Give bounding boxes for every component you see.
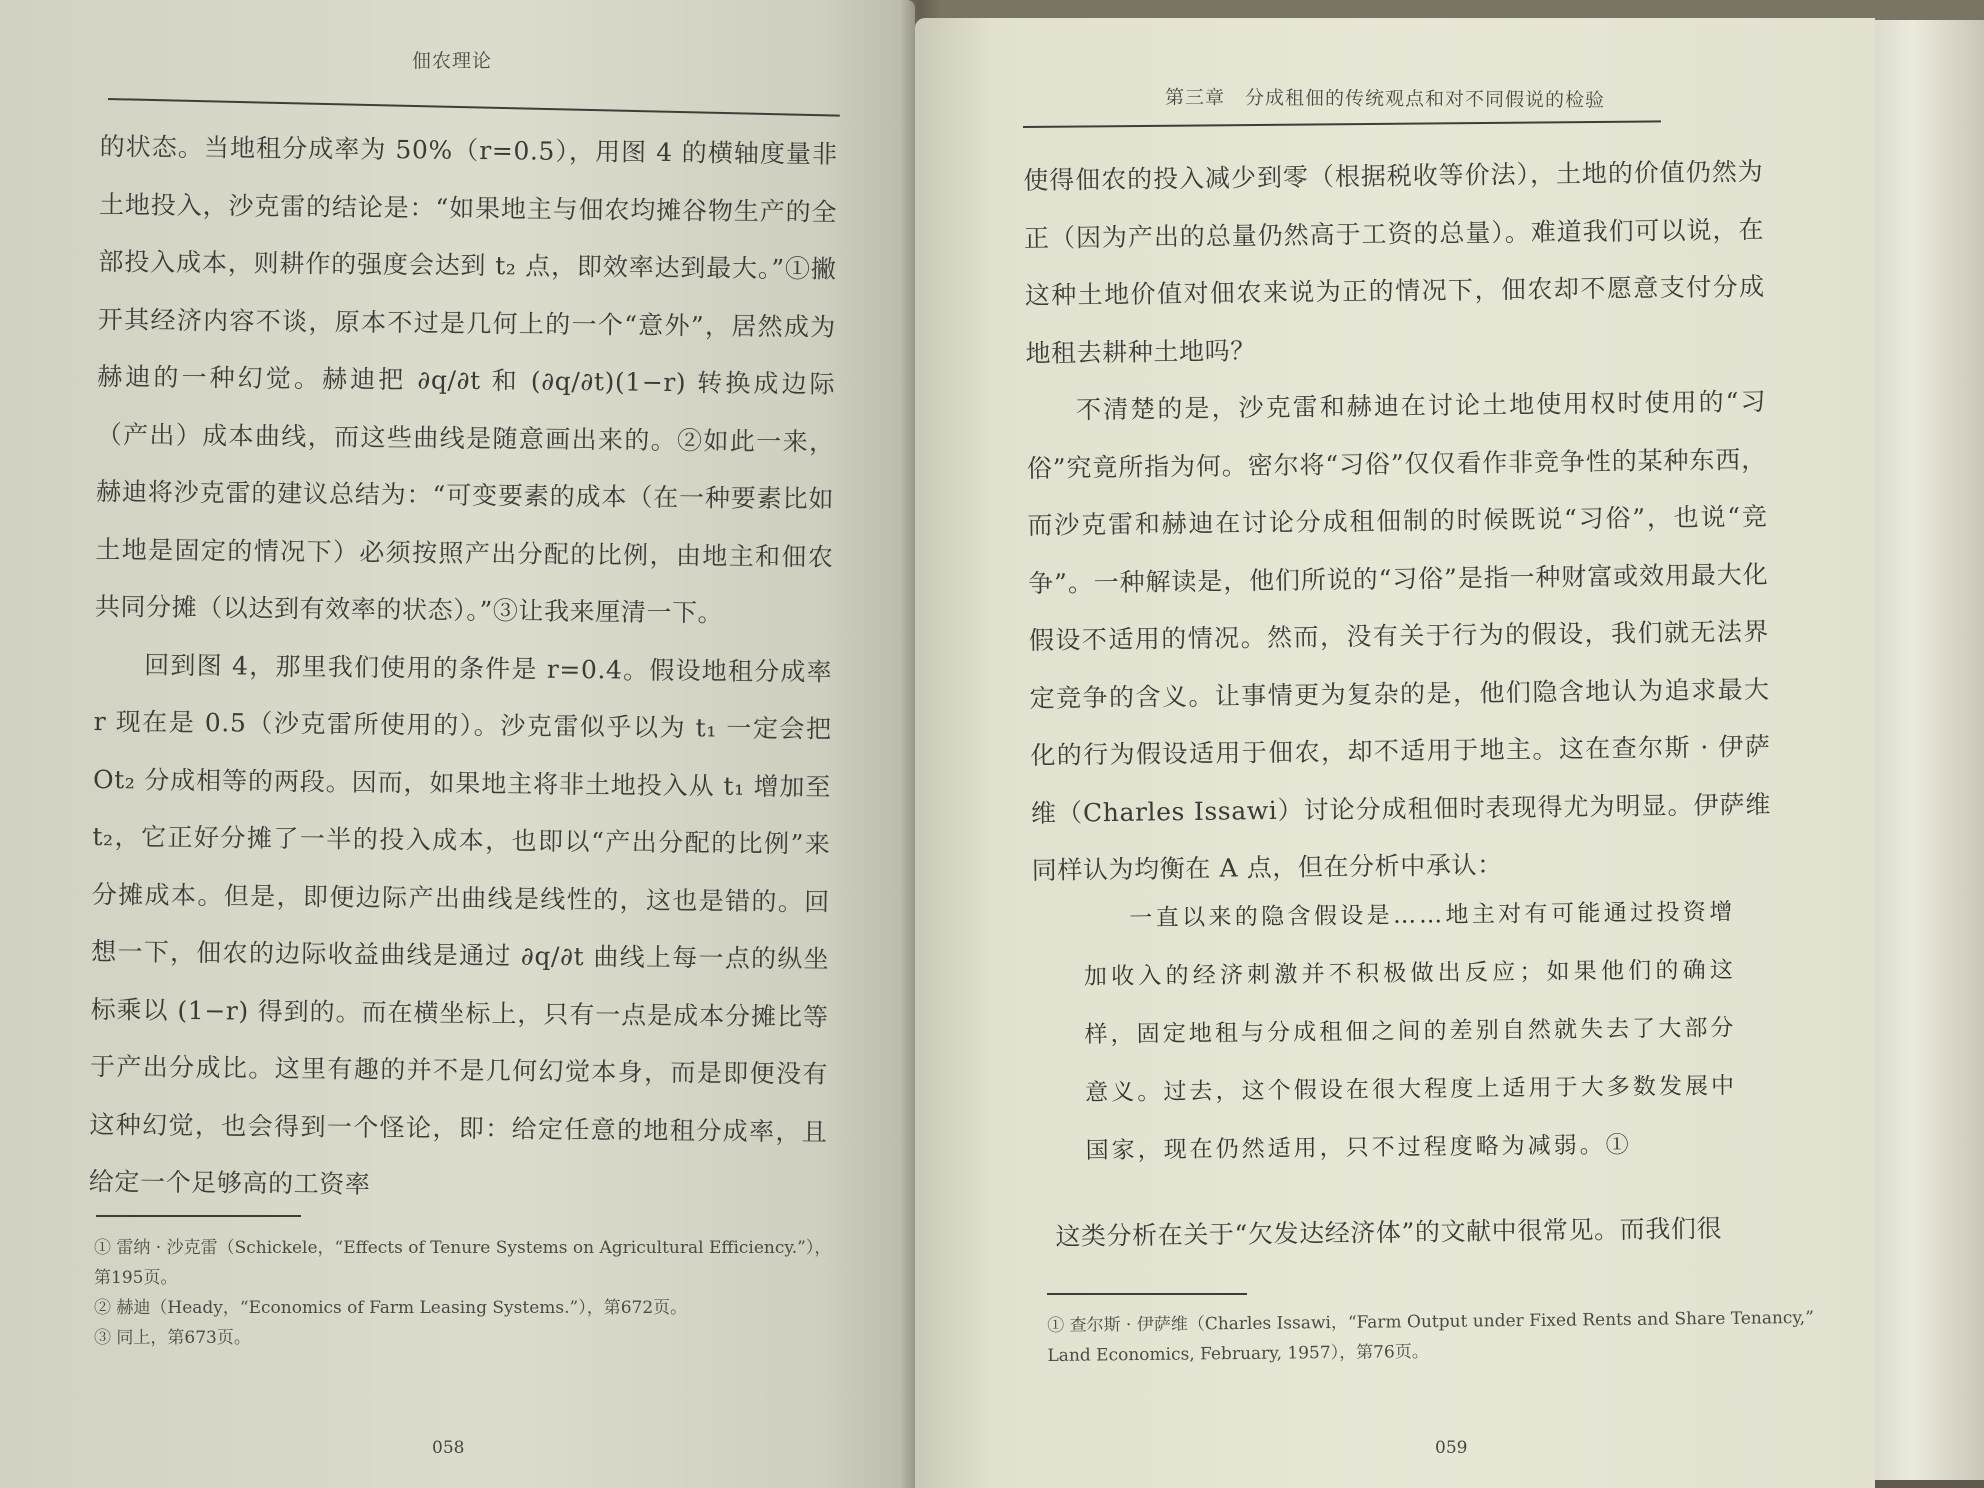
footnote: ③ 同上，第673页。: [94, 1328, 251, 1348]
paragraph: 使得佃农的投入减少到零（根据税收等价法），土地的价值仍然为正（因为产出的总量仍然高于工资的总量）。难道我们可以说，在这种土地价值对佃农来说为正的情况下，佃农却不愿意支付分成地租去耕种土地吗？: [1023, 156, 1765, 368]
footnote: ① 雷纳 · 沙克雷（Schickele，“Effects of Tenure Systems on Agricultural Efficiency.”），第195页。: [94, 1238, 832, 1288]
left-body: [89, 118, 838, 1218]
footnote-rule: [1047, 1293, 1247, 1295]
page-edges: [1864, 20, 1984, 1480]
footnote: ② 赫迪（Heady，“Economics of Farm Leasing Systems.”），第672页。: [94, 1298, 688, 1318]
right-running-head: 第三章 分成租佃的传统观点和对不同假说的检验: [1164, 86, 1606, 112]
paragraph: 不清楚的是，沙克雷和赫迪在讨论土地使用权时使用的“习俗”究竟所指为何。密尔将“习俗”仅仅看作非竞争性的某种东西，而沙克雷和赫迪在讨论分成租佃制的时候既说“习俗”，也说“竞争”。一种解读是，他们所说的“习俗”是指一种财富或效用最大化假设不适用的情况。然而，没有关于行为的假设，我们就无法界定竞争的含义。让事情更为复杂的是，他们隐含地认为追求最大化的行为假设适用于佃农，却不适用于地主。这在查尔斯 · 伊萨维（Charles Issawi）讨论分成租佃时表现得尤为明显。伊萨维同样认为均衡在 A 点，但在分析中承认：: [1026, 386, 1772, 885]
footnote-rule: [96, 1215, 301, 1217]
left-running-head: 佃农理论: [412, 50, 493, 72]
quote-text: 一直以来的隐含假设是……地主对有可能通过投资增加收入的经济刺激并不积极做出反应；如果他们的确这样，固定地租与分成租佃之间的差别自然就失去了大部分意义。过去，这个假设在很大程度上适用于大多数发展中国家，现在仍然适用，只不过程度略为减弱。①: [1083, 899, 1738, 1164]
page-number: 059: [1435, 1438, 1468, 1458]
left-footnotes: [94, 1233, 844, 1353]
right-page: [915, 18, 1875, 1488]
paragraph: 回到图 4，那里我们使用的条件是 r=0.4。假设地租分成率 r 现在是 0.5（沙克雷所使用的）。沙克雷似乎以为 t₁ 一定会把 Ot₂ 分成相等的两段。因而，如果地主将非土地投入从 t₁ 增加至 t₂，它正好分摊了一半的投入成本，也即以“产出分配的比例”来分摊成本。但是，即便边际产出曲线是线性的，这也是错的。回想一下，佃农的边际收益曲线是通过 ∂q/∂t 曲线上每一点的纵坐标乘以 (1−r) 得到的。而在横坐标上，只有一点是成本分摊比等于产出分成比。这里有趣的并不是几何幻觉本身，而是即便没有这种幻觉，也会得到一个怪论，即：给定任意的地租分成率，且给定一个足够高的工资率: [88, 649, 833, 1199]
paragraph: 的状态。当地租分成率为 50%（r=0.5），用图 4 的横轴度量非土地投入，沙克雷的结论是：“如果地主与佃农均摊谷物生产的全部投入成本，则耕作的强度会达到 t₂ 点，即效率达到最大。”①撇开其经济内容不谈，原本不过是几何上的一个“意外”，居然成为赫迪的一种幻觉。赫迪把 ∂q/∂t 和 (∂q/∂t)(1−r) 转换成边际（产出）成本曲线，而这些曲线是随意画出来的。②如此一来，赫迪将沙克雷的建议总结为：“可变要素的成本（在一种要素比如土地是固定的情况下）必须按照产出分配的比例，由地主和佃农共同分摊（以达到有效率的状态）。”③让我来厘清一下。: [94, 131, 838, 628]
footnote: ① 查尔斯 · 伊萨维（Charles Issawi，“Farm Output under Fixed Rents and Share Tenancy,” Land Economics, February, 1957），第76页。: [1047, 1307, 1814, 1366]
header-rule: [108, 98, 840, 117]
right-body: [1023, 143, 1772, 899]
header-rule: [1023, 120, 1661, 128]
left-page: [0, 0, 915, 1488]
page-number: 058: [432, 1438, 465, 1458]
paragraph: 这类分析在关于“欠发达经济体”的文献中很常见。而我们很: [1055, 1213, 1723, 1251]
right-footnotes: [1047, 1303, 1828, 1371]
closing-paragraph: [1055, 1199, 1776, 1265]
block-quote: [1083, 883, 1738, 1180]
